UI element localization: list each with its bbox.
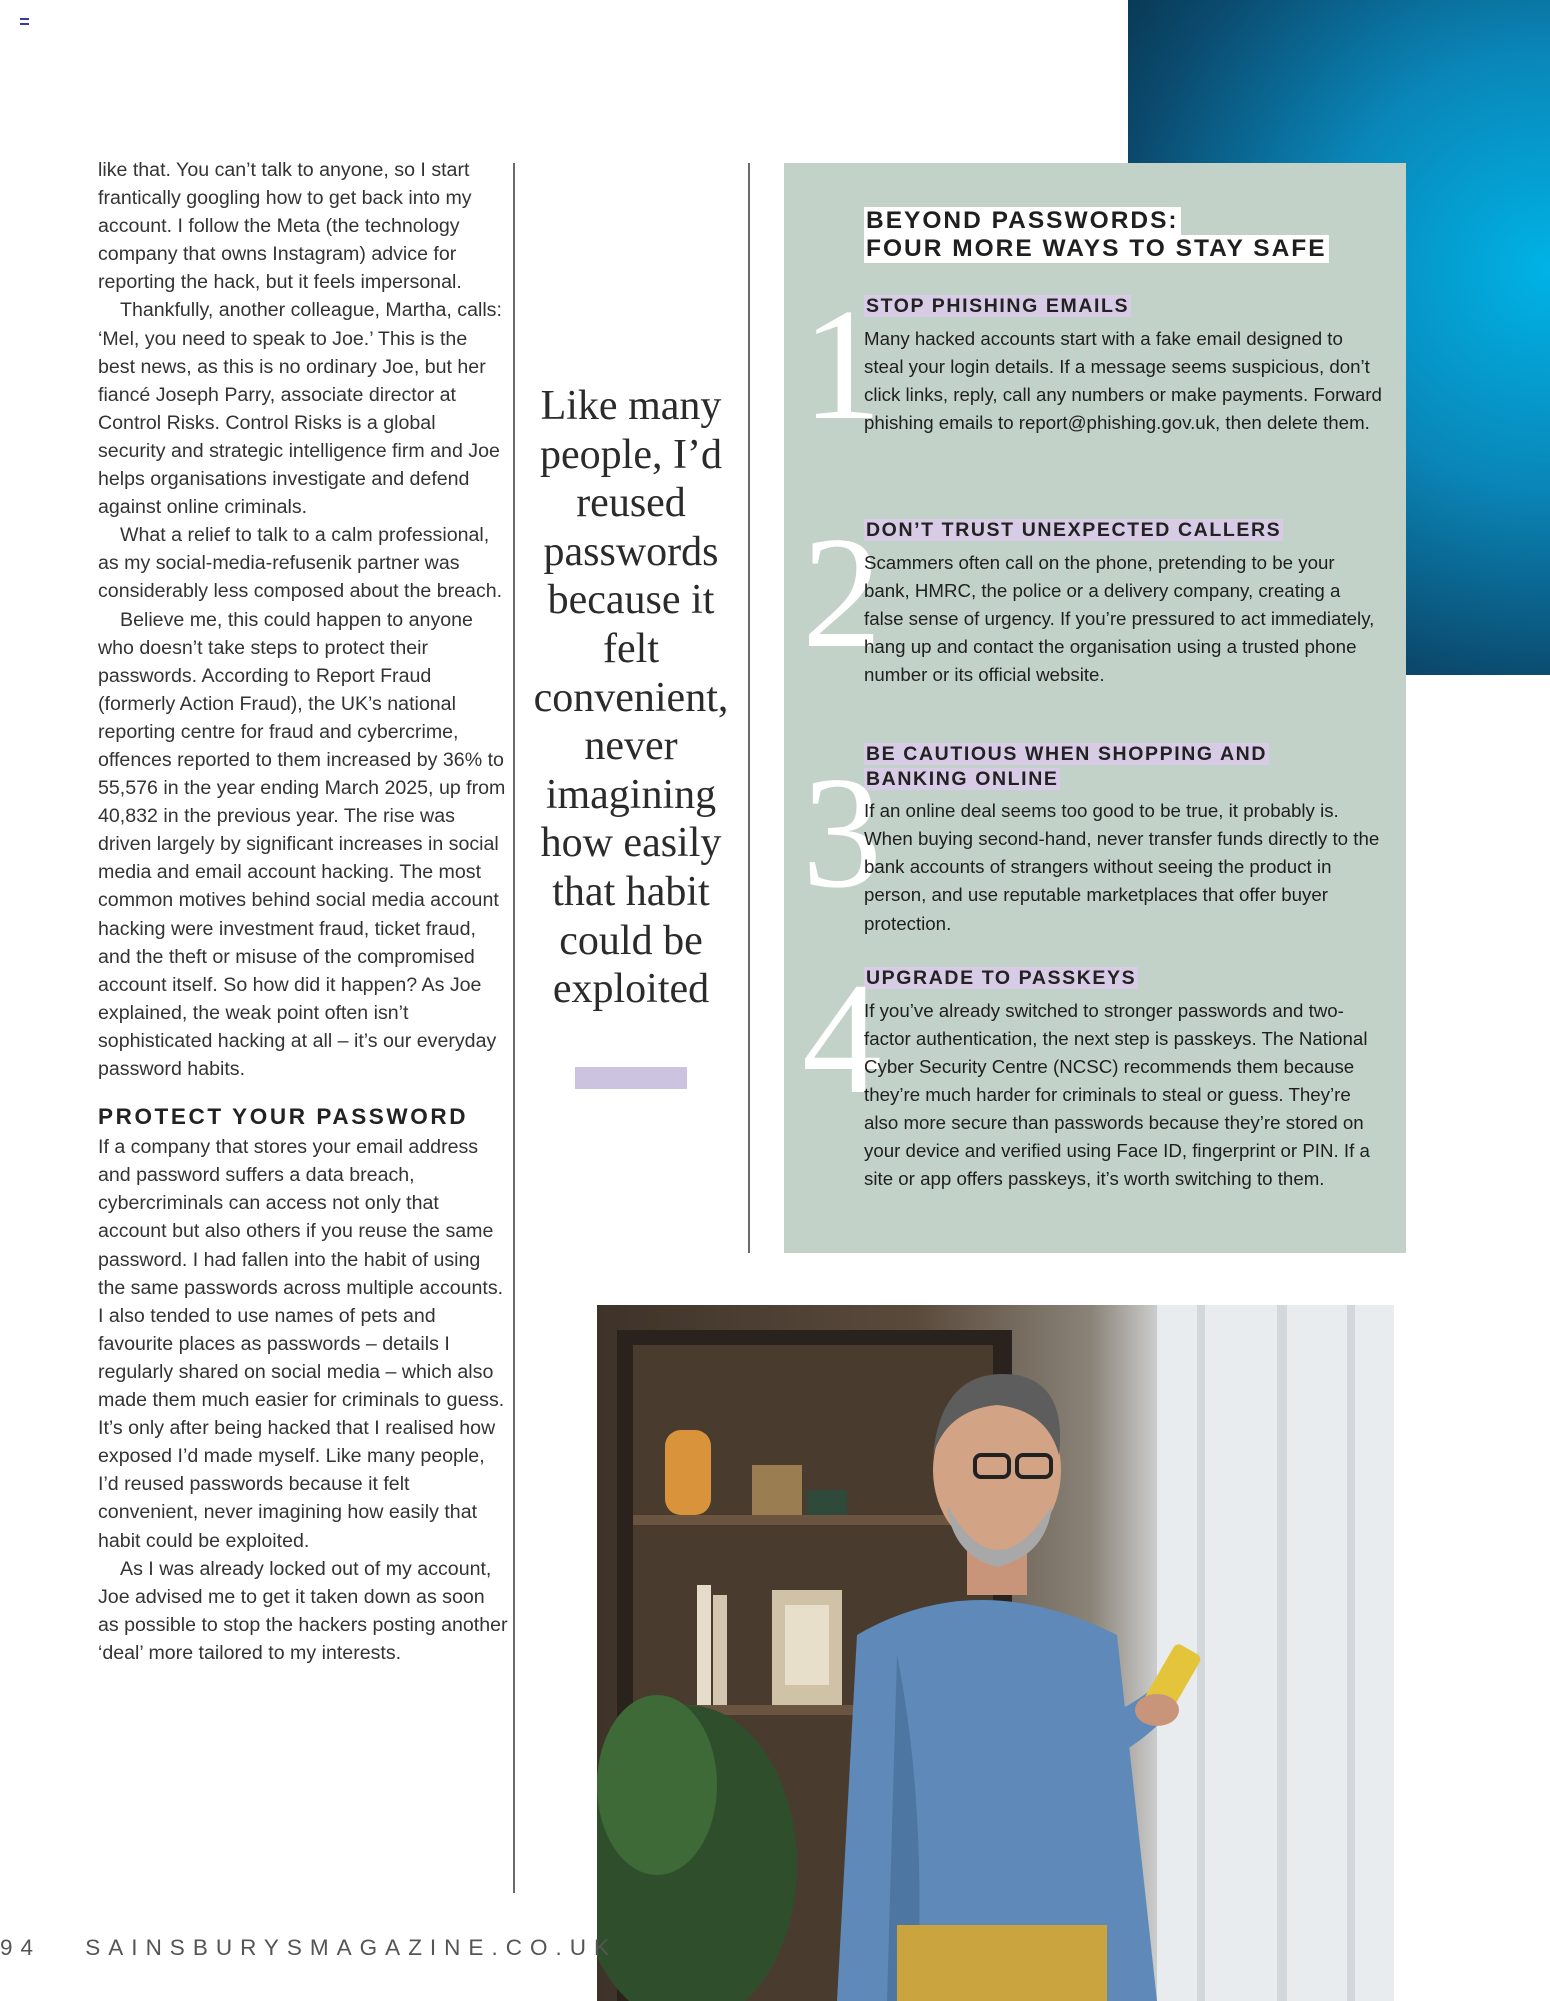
article-column <box>98 156 508 1667</box>
article-paragraph: Thankfully, another colleague, Martha, calls: ‘Mel, you need to speak to Joe.’ This is the best news, as this is no ordinary Joe, but her fiancé Joseph Parry, associate director at Control Risks. Control Risks is a global security and strategic intelligence firm and Joe helps organisations investigate and defend against online criminals. <box>98 299 502 519</box>
article-paragraph: If a company that stores your email address and password suffers a data breach, cybercriminals can access not only that account but also others if you reuse the same password. I had fallen into the habit of using the same passwords across multiple accounts. I also tended to use names of pets and favourite places as passwords – details I regularly shared on social media – which also made them much easier for criminals to guess. It’s only after being hacked that I realised how exposed I’d made myself. Like many people, I’d reused passwords because it felt convenient, never imagining how easily that habit could be exploited. <box>98 1136 505 1552</box>
site-url[interactable]: SAINSBURYSMAGAZINE.CO.UK <box>85 1935 617 1960</box>
tip-body: If you’ve already switched to stronger passwords and two-factor authentication, the next step is passkeys. The National Cyber Security Centre (NCSC) recommends them because they’re much harder for criminals to steal or guess. They’re also more secure than passwords because they’re stored on your device and verified using Face ID, fingerprint or PIN. If a site or app offers passkeys, it’s worth switching to them. <box>864 999 1370 1190</box>
article-paragraph: Believe me, this could happen to anyone who doesn’t take steps to protect their passwords. According to Report Fraud (formerly Action Fraud), the UK’s national reporting centre for fraud and cybercrime, offences reported to them increased by 36% to 55,576 in the year ending March 2025, up from 40,832 in the previous year. The rise was driven largely by significant increases in social media and email account hacking. The most common motives behind social media account hacking were investment fraud, ticket fraud, and the theft or misuse of the compromised account itself. So how did it happen? As Joe explained, the weak point often isn’t sophisticated hacking at all – it’s our everyday password habits. <box>98 608 506 1080</box>
tip-body: Scammers often call on the phone, pretending to be your bank, HMRC, the police or a delivery company, creating a false sense of urgency. If you’re pressured to act immediately, hang up and contact the organisation using a trusted phone number or its official website. <box>864 551 1375 685</box>
section-heading: PROTECT YOUR PASSWORD <box>98 1104 469 1130</box>
tip-item <box>802 949 1384 1193</box>
tip-heading: STOP PHISHING EMAILS <box>866 295 1130 317</box>
man-with-phone-photo <box>597 1305 1394 2001</box>
safety-tips-box <box>784 163 1406 1253</box>
pull-quote: Like many people, I’d reused passwords because it felt convenient, never imagining how easily that habit could be exploited <box>533 383 729 1013</box>
menu-icon[interactable] <box>20 18 29 25</box>
pull-quote-accent-bar <box>575 1067 687 1089</box>
page-footer <box>0 1935 617 1961</box>
tip-item <box>802 503 1384 689</box>
article-paragraph: like that. You can’t talk to anyone, so I start frantically googling how to get back into my account. I follow the Meta (the technology company that owns Instagram) advice for reporting the hack, but it feels impersonal. <box>98 159 472 294</box>
column-divider <box>513 163 515 1893</box>
article-paragraph: As I was already locked out of my account, Joe advised me to get it taken down as soon as possible to stop the hackers posting another ‘deal’ more tailored to my interests. <box>98 1557 508 1664</box>
photo-illustration <box>597 1305 1394 2001</box>
tip-heading: DON’T TRUST UNEXPECTED CALLERS <box>866 519 1282 541</box>
article-paragraph: What a relief to talk to a calm professional, as my social-media-refusenik partner was considerably less composed about the breach. <box>98 524 503 603</box>
tip-number: 4 <box>802 949 882 1127</box>
tip-number: 2 <box>802 503 882 681</box>
tip-body: Many hacked accounts start with a fake email designed to steal your login details. If a message seems suspicious, don’t click links, reply, call any numbers or make payments. Forward phishing emails to report@phishing.gov.uk, then delete them. <box>864 327 1382 433</box>
tip-number: 3 <box>802 743 882 921</box>
column-divider <box>748 163 750 1253</box>
page-number: 94 <box>0 1935 42 1960</box>
box-title-line: BEYOND PASSWORDS: <box>866 207 1179 234</box>
tip-heading: BE CAUTIOUS WHEN SHOPPING AND BANKING ONLINE <box>866 743 1268 790</box>
tip-number: 1 <box>802 275 882 453</box>
tip-heading: UPGRADE TO PASSKEYS <box>866 967 1137 989</box>
box-title-line: FOUR MORE WAYS TO STAY SAFE <box>866 235 1327 262</box>
tip-item <box>802 742 1384 938</box>
tip-body: If an online deal seems too good to be true, it probably is. When buying second-hand, never transfer funds directly to the bank accounts of strangers without seeing the product in person, and use reputable marketplaces that offer buyer protection. <box>864 800 1380 934</box>
box-title <box>864 207 1329 263</box>
tip-item <box>802 275 1384 453</box>
